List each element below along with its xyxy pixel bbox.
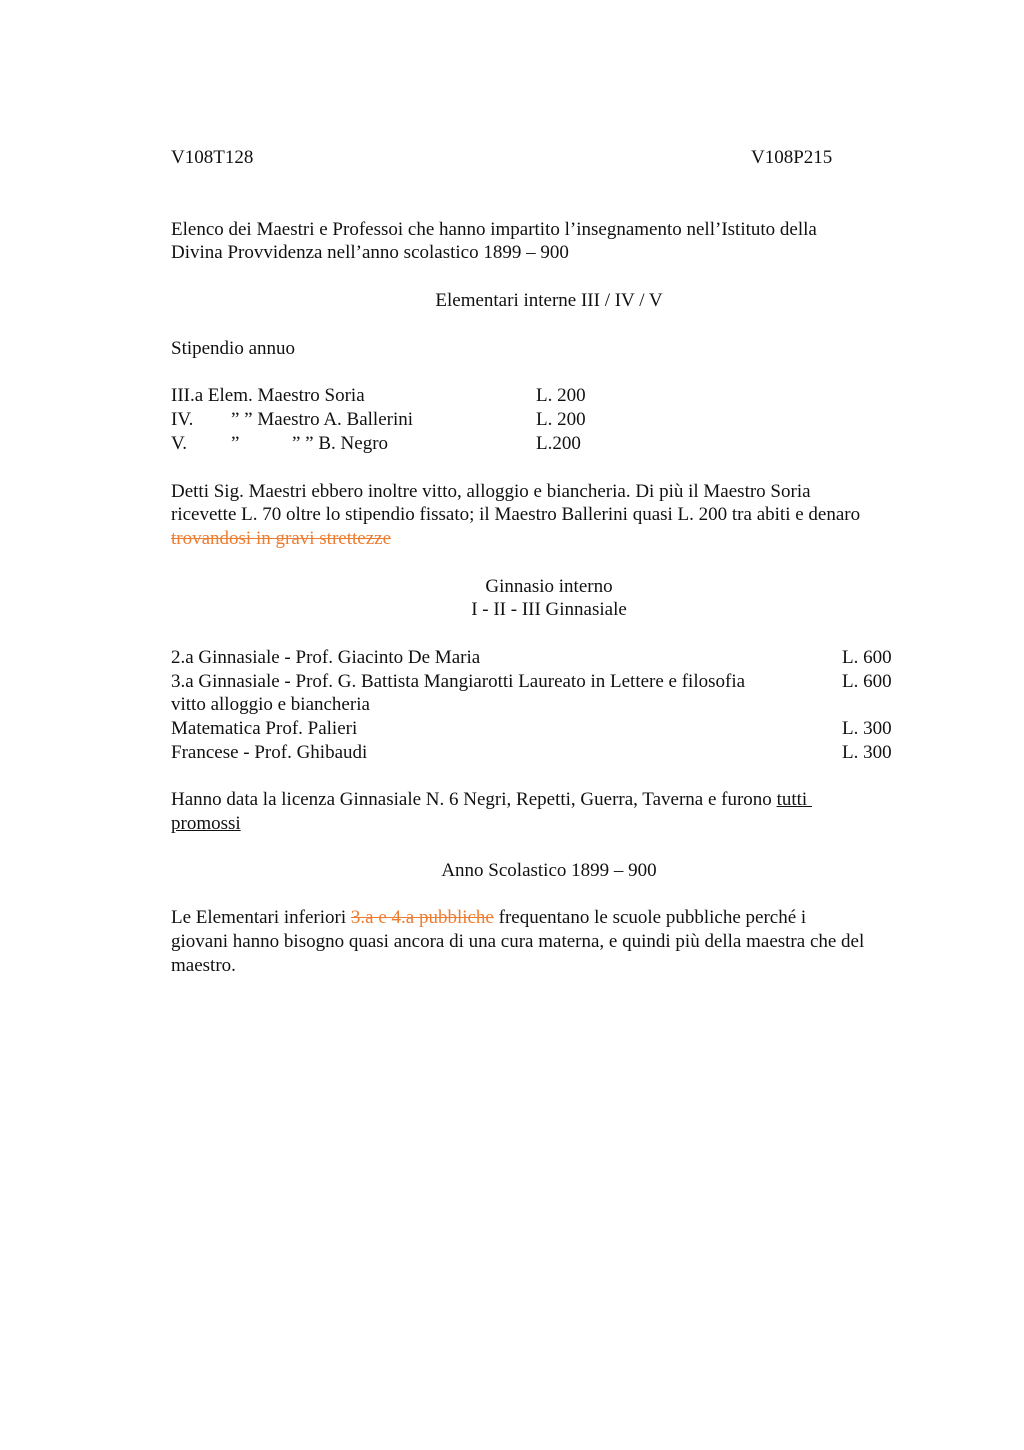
stipendio-label: Stipendio annuo xyxy=(171,338,296,359)
elem-row-2-amount: L. 200 xyxy=(536,409,586,430)
ginnasio-row-1-amount: L. 600 xyxy=(842,647,892,668)
elem-row-3-class: V. xyxy=(171,433,188,454)
licenza-text: Hanno data la licenza Ginnasiale N. 6 Negri, Repetti, Guerra, Taverna e furono xyxy=(171,789,777,810)
elem-row-3-ditto: ” xyxy=(231,433,240,454)
elem-row-2-teacher: ” ” Maestro A. Ballerini xyxy=(231,409,414,430)
anno-line-2: giovani hanno bisogno quasi ancora di una cura materna, e quindi più della maestra che del xyxy=(171,931,865,952)
elem-row-2-class: IV. xyxy=(171,409,194,430)
right-code: V108P215 xyxy=(751,147,833,168)
elem-row-1-amount: L. 200 xyxy=(536,385,586,406)
anno-line-1-start: Le Elementari inferiori xyxy=(171,907,351,928)
ginnasio-row-2-label: 3.a Ginnasiale - Prof. G. Battista Mangiarotti Laureato in Lettere e filosofia xyxy=(171,671,746,692)
ginnasio-subtitle: I - II - III Ginnasiale xyxy=(471,599,627,620)
anno-line-1-end: frequentano le scuole pubbliche perché i xyxy=(493,907,807,928)
left-code: V108T128 xyxy=(171,147,254,168)
anno-line-1 xyxy=(171,907,806,929)
elem-note-line-2: ricevette L. 70 oltre lo stipendio fissato; il Maestro Ballerini quasi L. 200 tra abiti e denaro xyxy=(171,504,861,525)
licenza-line-1 xyxy=(171,789,812,811)
elem-note-struck-text: trovandosi in gravi strettezze xyxy=(171,528,392,549)
intro-line-1: Elenco dei Maestri e Professoi che hanno impartito l’insegnamento nell’Istituto della xyxy=(171,219,817,240)
licenza-underlined-1: tutti xyxy=(776,789,812,810)
licenza-underlined-2: promossi xyxy=(171,813,241,834)
anno-title: Anno Scolastico 1899 – 900 xyxy=(441,860,657,881)
ginnasio-title: Ginnasio interno xyxy=(485,576,613,597)
intro-line-2: Divina Provvidenza nell’anno scolastico 1899 – 900 xyxy=(171,242,569,263)
elem-row-3-teacher: ” ” B. Negro xyxy=(292,433,389,454)
ginnasio-row-5-label: Francese - Prof. Ghibaudi xyxy=(171,742,368,763)
ginnasio-row-5-amount: L. 300 xyxy=(842,742,892,763)
elem-row-1-teacher: III.a Elem. Maestro Soria xyxy=(171,385,365,406)
ginnasio-row-2-amount: L. 600 xyxy=(842,671,892,692)
ginnasio-row-4-amount: L. 300 xyxy=(842,718,892,739)
elem-note-line-1: Detti Sig. Maestri ebbero inoltre vitto, alloggio e biancheria. Di più il Maestro Soria xyxy=(171,481,811,502)
elem-row-3-amount: L.200 xyxy=(536,433,581,454)
anno-line-1-struck: 3.a e 4.a pubbliche xyxy=(350,907,494,928)
ginnasio-row-1-label: 2.a Ginnasiale - Prof. Giacinto De Maria xyxy=(171,647,481,668)
anno-line-3: maestro. xyxy=(171,955,236,976)
elementari-title: Elementari interne III / IV / V xyxy=(435,290,663,311)
ginnasio-row-4-label: Matematica Prof. Palieri xyxy=(171,718,358,739)
ginnasio-row-3-label: vitto alloggio e biancheria xyxy=(171,694,370,715)
